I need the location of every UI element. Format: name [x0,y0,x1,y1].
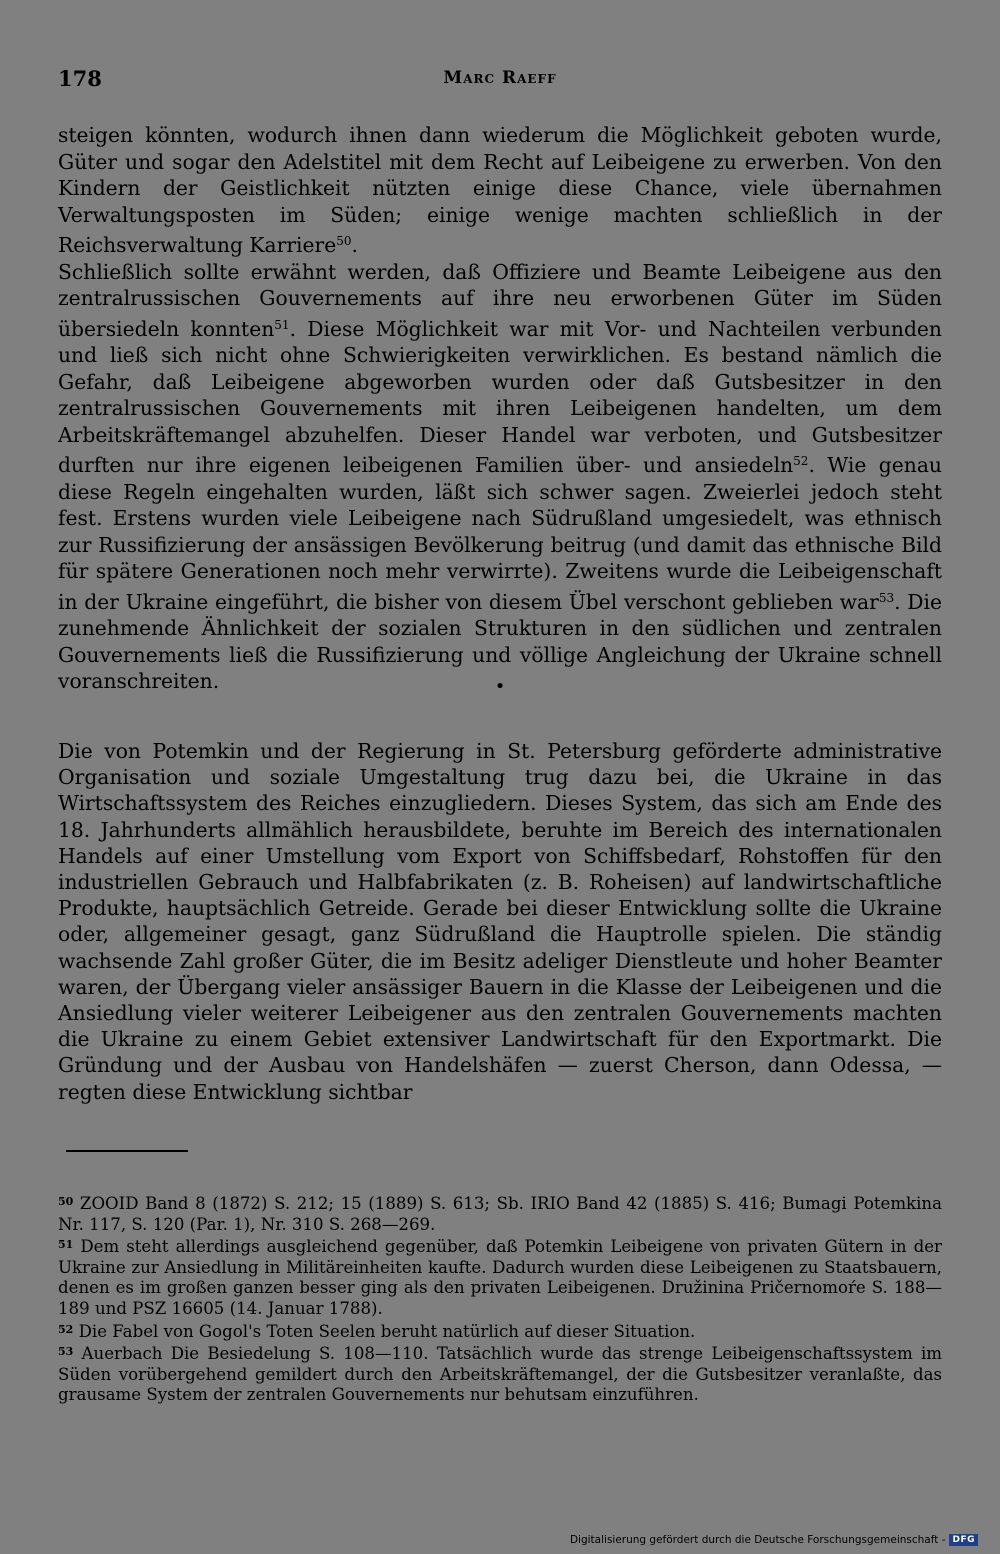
paragraph-2-text-c: . Wie genau diese Regeln eingehalten wurden, läßt sich schwer sagen. Zweierlei jedoch steht fest. Erstens wurden viele Leibeigene nach Südrußland umgesiedelt, was ethnisch zur Russifizierung der ansässigen Bevölkerung beitrug (und damit das ethnische Bild für spätere Generationen noch mehr verwirrte). Zweitens wurde die Leibeigenschaft in der Ukraine eingeführt, die bisher von diesem Übel verschont geblieben war [58,453,942,614]
dfg-logo-icon: DFG [949,1534,978,1546]
footnote-number: 50 [58,1195,74,1208]
paragraph-1 [58,122,942,259]
body-text-upper [58,122,942,695]
footnote-53 [58,1342,942,1406]
paragraph-2-text-a: Schließlich sollte erwähnt werden, daß Offiziere und Beamte Leibeigene aus den zentralrussischen Gouvernements auf ihre neu erworbenen Güter im Süden übersiedeln konnten [58,259,942,341]
paragraph-2-text-b: . Diese Möglichkeit war mit Vor- und Nachteilen verbunden und ließ sich nicht ohne Schwierigkeiten verwirklichen. Es bestand nämlich die Gefahr, daß Leibeigene abgeworben wurden oder daß Gutsbesitzer in den zentralrussischen Gouvernements mit ihren Leibeigenen handelten, um dem Arbeitskräftemangel abzuhelfen. Dieser Handel war verboten, und Gutsbesitzer durften nur ihre eigenen leibeigenen Familien über- und ansiedeln [58,316,942,477]
footnote-text: Auerbach Die Besiedelung S. 108—110. Tatsächlich wurde das strenge Leibeigenschaftssystem im Süden vorübergehend gemildert durch den Arbeitskräftemangel, der die Gutsbesitzer veranlaßte, das grausame System der zentralen Gouvernements nur behutsam einzuführen. [58,1344,942,1405]
footnote-divider [66,1150,188,1152]
footnote-51 [58,1235,942,1319]
footnote-text: Die Fabel von Gogol's Toten Seelen beruht natürlich auf dieser Situation. [78,1321,696,1341]
page-header [58,66,942,94]
footnotes [58,1192,942,1406]
section-separator: • [494,676,506,697]
body-text-lower [58,738,942,1105]
footnote-50 [58,1192,942,1235]
footnote-52 [58,1320,942,1343]
running-head: Marc Raeff [443,68,557,88]
paragraph-1-text: steigen könnten, wodurch ihnen dann wiederum die Möglichkeit geboten wurde, Güter und sogar den Adelstitel mit dem Recht auf Leibeigene zu erwerben. Von den Kindern der Geistlichkeit nützten einige diese Chance, viele übernahmen Verwaltungsposten im Süden; einige wenige machten schließlich in der Reichsverwaltung Karriere [58,123,942,257]
credit-text: Digitalisierung gefördert durch die Deutsche Forschungsgemeinschaft - [569,1534,946,1546]
footnote-number: 52 [58,1322,74,1336]
footnote-text: ZOOID Band 8 (1872) S. 212; 15 (1889) S. 613; Sb. IRIO Band 42 (1885) S. 416; Bumagi Potemkina Nr. 117, S. 120 (Par. 1), Nr. 310 S. 268—269. [58,1194,942,1234]
footnote-text: Dem steht allerdings ausgleichend gegenüber, daß Potemkin Leibeigene von privaten Gütern in der Ukraine zur Ansiedlung in Militäreinheiten kaufte. Dadurch wurden diese Leibeigenen zu Staatsbauern, denen es im großen ganzen besser ging als den privaten Leibeigenen. Družinina Pričernomoŕe S. 188—189 und PSZ 16605 (14. Januar 1788). [58,1237,942,1318]
footnote-number: 51 [58,1238,74,1252]
footnote-ref-52[interactable]: 52 [793,454,809,468]
footnote-number: 53 [58,1345,74,1359]
paragraph-2 [58,259,942,695]
paragraph-2-text-d: . Die zunehmende Ähnlichkeit der sozialen Strukturen in den südlichen und zentralen Gouvernements ließ die Russifizierung und völlige Angleichung der Ukraine schnell voranschreiten. [58,589,942,693]
paragraph-3: Die von Potemkin und der Regierung in St. Petersburg geförderte administrative Organisation und soziale Umgestaltung trug dazu bei, die Ukraine in das Wirtschaftssystem des Reiches einzugliedern. Dieses System, das sich am Ende des 18. Jahrhunderts allmählich herausbildete, beruhte im Bereich des internationalen Handels auf einer Umstellung vom Export von Schiffsbedarf, Rohstoffen für den industriellen Gebrauch und Halbfabrikaten (z. B. Roheisen) auf landwirtschaftliche Produkte, hauptsächlich Getreide. Gerade bei dieser Entwicklung sollte die Ukraine oder, allgemeiner gesagt, ganz Südrußland die Hauptrolle spielen. Die ständig wachsende Zahl großer Güter, die im Besitz adeliger Dienstleute und hoher Beamter waren, der Übergang vieler ansässiger Bauern in die Klasse der Leibeigenen und die Ansiedlung vieler weiterer Leibeigener aus den zentralen Gouvernements machten die Ukraine zu einem Gebiet extensiver Landwirtschaft für den Exportmarkt. Die Gründung und der Ausbau von Handelshäfen — zuerst Cherson, dann Odessa, — regten diese Entwicklung sichtbar [58,739,942,1104]
paragraph-1-end: . [351,233,358,257]
footnote-ref-50[interactable]: 50 [336,234,352,248]
footnote-ref-51[interactable]: 51 [274,317,290,332]
footnote-ref-53[interactable]: 53 [878,590,895,605]
page-number: 178 [58,66,102,91]
digitization-credit [570,1530,978,1550]
